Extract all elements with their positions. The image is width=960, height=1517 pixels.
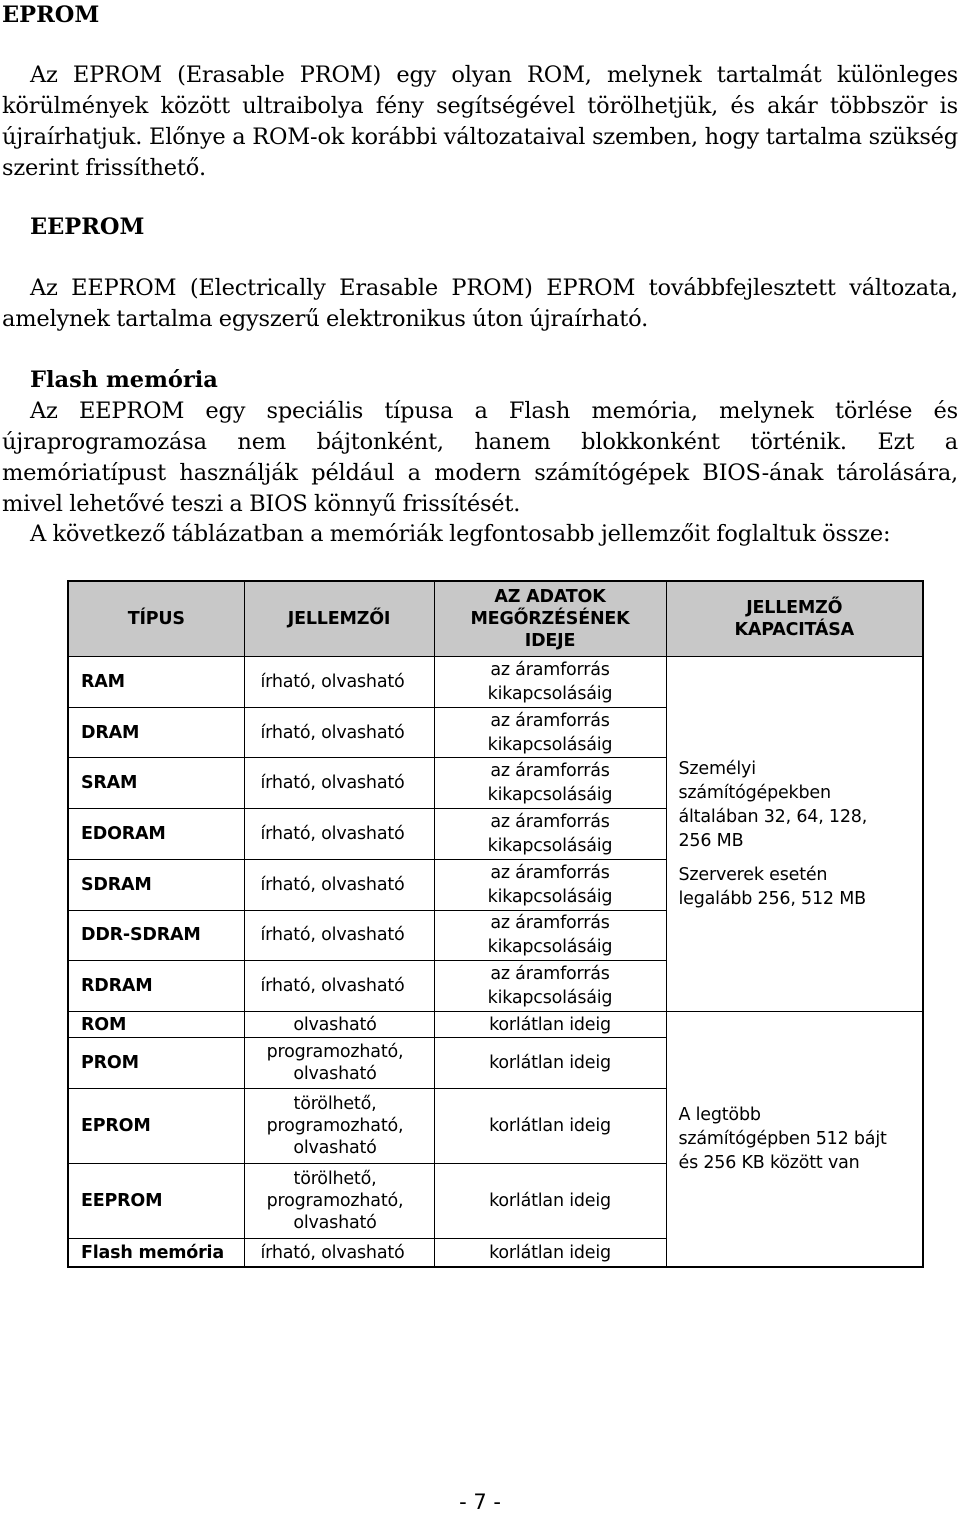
cell-ideje-line2: kikapcsolásáig (487, 886, 613, 907)
header-ideje (434, 581, 666, 657)
cell-jellemzoi: írható, olvasható (244, 707, 434, 758)
cell-ideje: korlátlan ideig (434, 1164, 666, 1239)
cell-ideje-line1: az áramforrás (490, 710, 610, 731)
cell-jellemzoi-line1: törölhető, (293, 1169, 377, 1190)
cell-kapacitas-rom (666, 1011, 923, 1267)
memory-table (67, 580, 924, 1268)
cell-tipus: Flash memória (68, 1239, 244, 1267)
cell-ideje: korlátlan ideig (434, 1239, 666, 1267)
cell-jellemzoi (244, 1038, 434, 1089)
cell-jellemzoi-line3: olvasható (293, 1213, 377, 1234)
table-intro: A következő táblázatban a memóriák legfontosabb jellemzőit foglaltuk össze: (30, 521, 891, 547)
table-header-row (68, 581, 923, 657)
header-jellemzoi: JELLEMZŐI (244, 581, 434, 657)
cell-ideje-line1: az áramforrás (490, 913, 610, 934)
heading-eprom: EPROM (2, 2, 100, 28)
cell-tipus: PROM (68, 1038, 244, 1089)
cell-jellemzoi-line1: törölhető, (293, 1094, 377, 1114)
header-kapacitas (666, 581, 923, 657)
cell-tipus: RAM (68, 657, 244, 708)
cell-ideje: korlátlan ideig (434, 1011, 666, 1037)
kap-ram-line1: Személyi (678, 758, 756, 779)
kap-ram-line6: legalább 256, 512 MB (678, 888, 866, 909)
kap-rom-line2: számítógépben 512 bájt (678, 1128, 887, 1149)
cell-jellemzoi: írható, olvasható (244, 809, 434, 860)
header-ideje-line2: MEGŐRZÉSÉNEK (470, 609, 630, 629)
cell-tipus: DDR-SDRAM (68, 910, 244, 961)
cell-ideje-line2: kikapcsolásáig (487, 734, 613, 755)
cell-ideje-line2: kikapcsolásáig (487, 835, 613, 856)
cell-ideje: korlátlan ideig (434, 1038, 666, 1089)
header-tipus: TÍPUS (68, 581, 244, 657)
cell-tipus: RDRAM (68, 961, 244, 1012)
kap-ram-line5: Szerverek esetén (678, 864, 828, 885)
kap-ram-line4: 256 MB (678, 830, 744, 851)
cell-ideje (434, 961, 666, 1012)
cell-jellemzoi (244, 1088, 434, 1163)
cell-jellemzoi-line2: programozható, (266, 1116, 404, 1136)
cell-ideje-line2: kikapcsolásáig (487, 937, 613, 958)
header-kap-line2: KAPACITÁSA (734, 620, 854, 640)
cell-jellemzoi (244, 1164, 434, 1239)
cell-jellemzoi: írható, olvasható (244, 1239, 434, 1267)
cell-ideje (434, 758, 666, 809)
cell-jellemzoi-line2: programozható, (266, 1191, 404, 1212)
cell-ideje-line1: az áramforrás (490, 761, 610, 782)
cell-ideje-line2: kikapcsolásáig (487, 785, 613, 806)
kap-ram-gap (679, 853, 915, 863)
table-row-rom (68, 1011, 923, 1037)
kap-ram-line3: általában 32, 64, 128, (678, 806, 868, 827)
paragraph-eprom: Az EPROM (Erasable PROM) egy olyan ROM, melynek tartalmát különleges körülmények között ultraibolya fény segítségével törölhetjük, és akár többször is újraírhatjuk. Előnye a ROM-ok korábbi változataival szemben, hogy tartalma szükség szerint frissíthető. (2, 62, 958, 181)
cell-ideje (434, 809, 666, 860)
cell-jellemzoi-line2: olvasható (293, 1064, 377, 1085)
cell-ideje: korlátlan ideig (434, 1088, 666, 1163)
kap-ram-line2: számítógépekben (678, 782, 831, 803)
cell-ideje-line1: az áramforrás (490, 964, 610, 985)
cell-jellemzoi: írható, olvasható (244, 961, 434, 1012)
cell-kapacitas-ram (666, 657, 923, 1012)
paragraph-flash: Az EEPROM egy speciális típusa a Flash memória, melynek törlése és újraprogramozása nem bájtonként, hanem blokkonként történik. Ezt a memóriatípust használják például a modern számítógépek BIOS-ának tárolására, mivel lehetővé teszi a BIOS könnyű frissítését. (2, 398, 958, 517)
cell-ideje (434, 859, 666, 910)
cell-jellemzoi: írható, olvasható (244, 910, 434, 961)
paragraph-eeprom: Az EEPROM (Electrically Erasable PROM) EPROM továbbfejlesztett változata, amelynek tartalma egyszerű elektronikus úton újraírható. (2, 275, 958, 332)
header-ideje-line3: IDEJE (524, 631, 576, 651)
cell-tipus: EEPROM (68, 1164, 244, 1239)
page-number: - 7 - (459, 1490, 501, 1514)
heading-eeprom: EEPROM (30, 214, 145, 240)
kap-rom-line3: és 256 KB között van (678, 1152, 860, 1173)
cell-ideje (434, 657, 666, 708)
cell-tipus: SRAM (68, 758, 244, 809)
cell-ideje-line1: az áramforrás (490, 811, 610, 832)
cell-jellemzoi-line1: programozható, (266, 1042, 404, 1063)
cell-jellemzoi: írható, olvasható (244, 758, 434, 809)
cell-ideje-line1: az áramforrás (490, 659, 610, 680)
cell-tipus: SDRAM (68, 859, 244, 910)
cell-ideje-line1: az áramforrás (490, 862, 610, 883)
cell-ideje (434, 910, 666, 961)
cell-jellemzoi: írható, olvasható (244, 859, 434, 910)
cell-ideje-line2: kikapcsolásáig (487, 683, 613, 704)
kap-rom-line1: A legtöbb (678, 1104, 761, 1125)
cell-jellemzoi-line3: olvasható (293, 1138, 377, 1158)
cell-tipus: DRAM (68, 707, 244, 758)
cell-jellemzoi: olvasható (244, 1011, 434, 1037)
header-kap-line1: JELLEMZŐ (746, 598, 843, 618)
heading-flash: Flash memória (30, 367, 218, 393)
cell-tipus: ROM (68, 1011, 244, 1037)
cell-ideje (434, 707, 666, 758)
cell-tipus: EDORAM (68, 809, 244, 860)
table-row-ram (68, 657, 923, 708)
header-ideje-line1: AZ ADATOK (494, 587, 606, 607)
cell-tipus: EPROM (68, 1088, 244, 1163)
cell-ideje-line2: kikapcsolásáig (487, 988, 613, 1009)
cell-jellemzoi: írható, olvasható (244, 657, 434, 708)
